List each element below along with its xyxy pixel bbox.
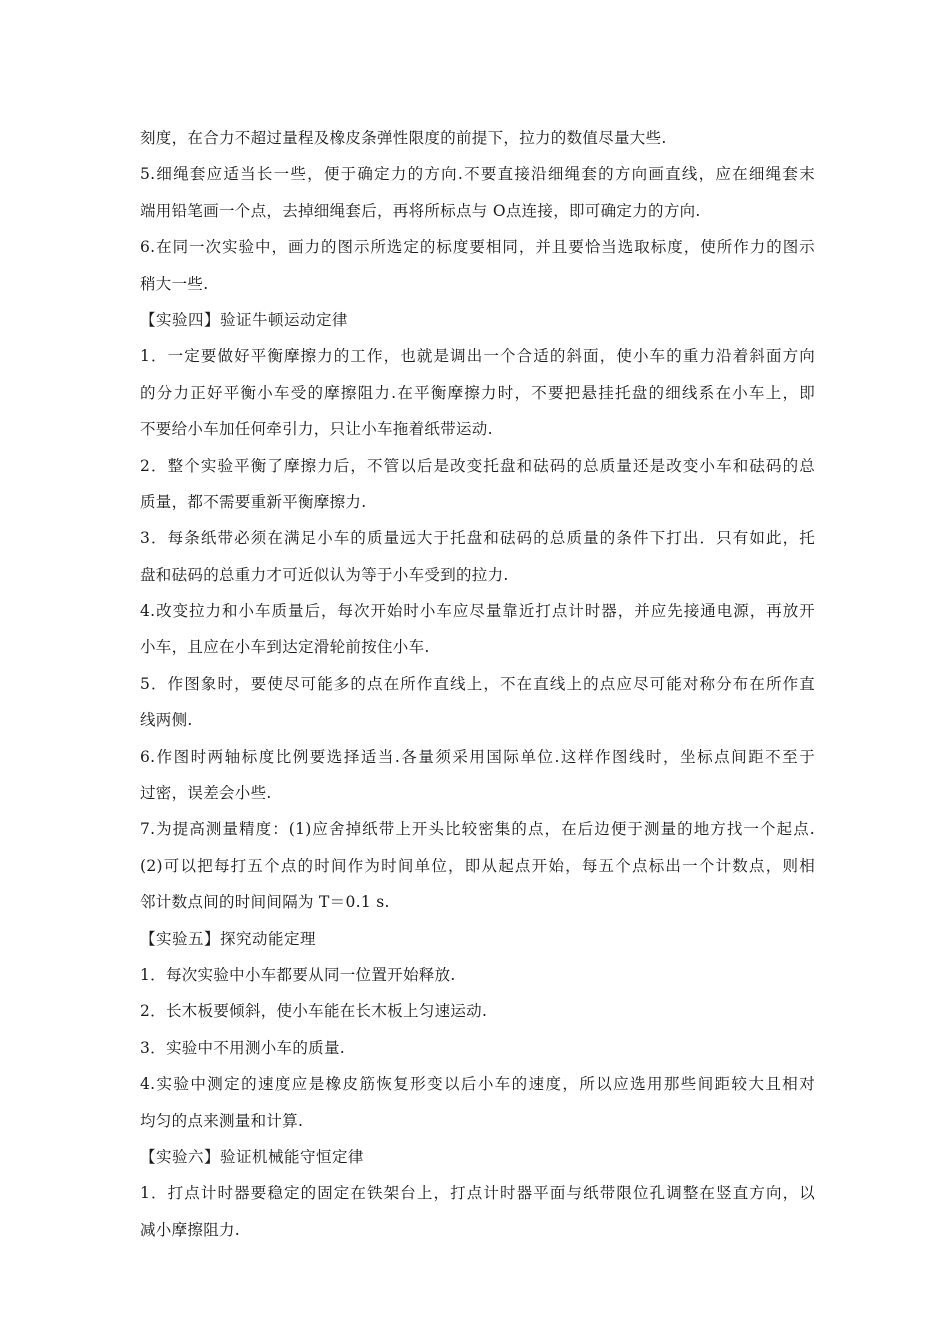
text-line: 减小摩擦阻力. bbox=[140, 1220, 241, 1239]
text-line: 质量，都不需要重新平衡摩擦力. bbox=[140, 492, 367, 511]
text-line: 2．长木板要倾斜，使小车能在长木板上匀速运动. bbox=[140, 1002, 488, 1021]
text-line: 刻度，在合力不超过量程及橡皮条弹性限度的前提下，拉力的数值尽量大些. bbox=[140, 129, 667, 147]
text-line: 3．实验中不用测小车的质量. bbox=[140, 1038, 345, 1057]
text-line: 3．每条纸带必须在满足小车的质量远大于托盘和砝码的总质量的条件下打出．只有如此，托 bbox=[140, 529, 815, 548]
document-body bbox=[140, 120, 815, 1248]
section-heading: 【实验五】探究动能定理 bbox=[140, 929, 317, 948]
text-line: 1．每次实验中小车都要从同一位置开始释放. bbox=[140, 965, 456, 984]
text-line: 6.作图时两轴标度比例要选择适当.各量须采用国际单位.这样作图线时，坐标点间距不至于 bbox=[140, 747, 815, 766]
text-line: 5.细绳套应适当长一些，便于确定力的方向.不要直接沿细绳套的方向画直线，应在细绳套末 bbox=[140, 165, 815, 184]
text-line: 过密，误差会小些. bbox=[140, 784, 272, 803]
text-line: 4.实验中测定的速度应是橡皮筋恢复形变以后小车的速度，所以应选用那些间距较大且相对 bbox=[140, 1075, 815, 1094]
text-line: 1．打点计时器要稳定的固定在铁架台上，打点计时器平面与纸带限位孔调整在竖直方向，以 bbox=[140, 1184, 815, 1203]
text-line: 不要给小车加任何牵引力，只让小车拖着纸带运动. bbox=[140, 420, 493, 439]
text-line: 5．作图象时，要使尽可能多的点在所作直线上，不在直线上的点应尽可能对称分布在所作直 bbox=[140, 674, 815, 693]
text-line: 小车，且应在小车到达定滑轮前按住小车. bbox=[140, 638, 430, 657]
text-line: 盘和砝码的总重力才可近似认为等于小车受到的拉力. bbox=[140, 565, 509, 584]
text-line: 1．一定要做好平衡摩擦力的工作，也就是调出一个合适的斜面，使小车的重力沿着斜面方向 bbox=[140, 347, 815, 366]
section-heading: 【实验四】验证牛顿运动定律 bbox=[140, 310, 349, 329]
text-line: 4.改变拉力和小车质量后，每次开始时小车应尽量靠近打点计时器，并应先接通电源，再放开 bbox=[140, 602, 815, 621]
text-line: 7.为提高测量精度：(1)应舍掉纸带上开头比较密集的点，在后边便于测量的地方找一个起点. bbox=[140, 820, 815, 839]
text-line: 线两侧. bbox=[140, 711, 193, 730]
text-line: 6.在同一次实验中，画力的图示所选定的标度要相同，并且要恰当选取标度，使所作力的图示 bbox=[140, 238, 815, 257]
text-line: 均匀的点来测量和计算. bbox=[140, 1111, 304, 1130]
text-line: 稍大一些. bbox=[140, 274, 209, 293]
text-line: 的分力正好平衡小车受的摩擦阻力.在平衡摩擦力时，不要把悬挂托盘的细线系在小车上，即 bbox=[140, 383, 815, 402]
text-line: 邻计数点间的时间间隔为 T＝0.1 s. bbox=[140, 893, 390, 912]
text-line: 端用铅笔画一个点，去掉细绳套后，再将所标点与 O点连接，即可确定力的方向. bbox=[140, 201, 701, 220]
text-line: (2)可以把每打五个点的时间作为时间单位，即从起点开始，每五个点标出一个计数点，则相 bbox=[140, 856, 815, 875]
section-heading: 【实验六】验证机械能守恒定律 bbox=[140, 1147, 365, 1166]
text-line: 2．整个实验平衡了摩擦力后，不管以后是改变托盘和砝码的总质量还是改变小车和砝码的总 bbox=[140, 456, 815, 475]
